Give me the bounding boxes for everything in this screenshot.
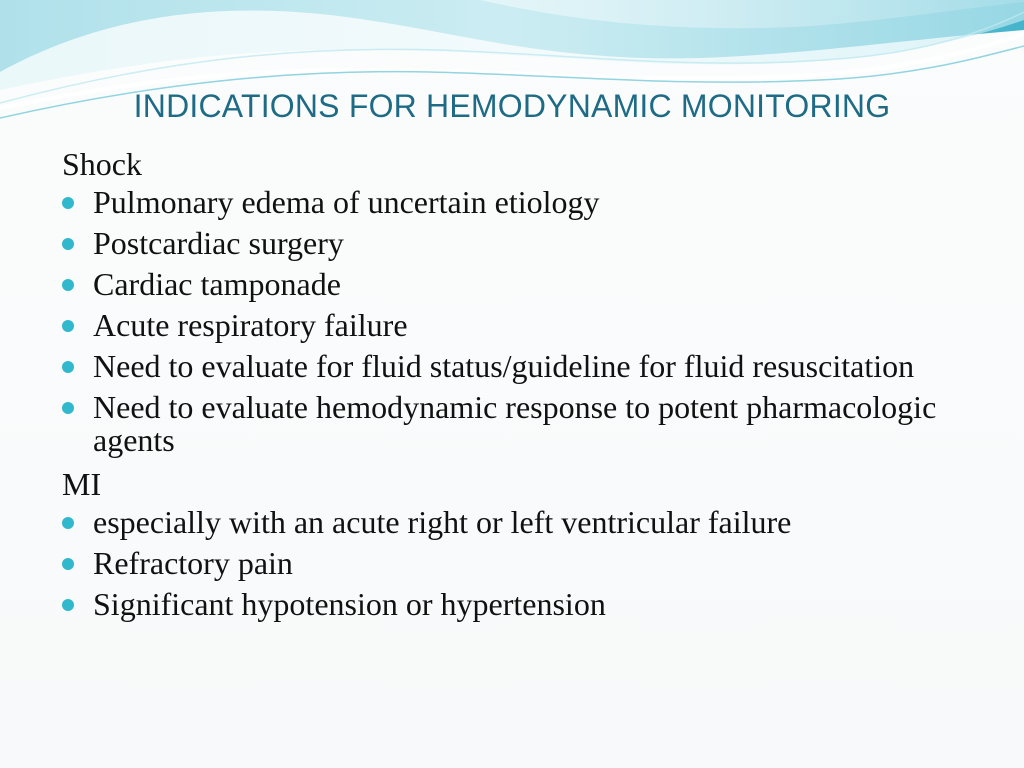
bullet-icon xyxy=(62,197,74,209)
list-item xyxy=(62,588,962,621)
list-item xyxy=(62,186,962,219)
bullet-icon xyxy=(62,361,74,373)
list-item xyxy=(62,547,962,580)
list-item xyxy=(62,506,962,539)
bullet-icon xyxy=(62,599,74,611)
shock-bullet-list xyxy=(62,186,962,457)
list-item xyxy=(62,227,962,260)
list-item xyxy=(62,309,962,342)
slide-content xyxy=(62,145,962,629)
bullet-icon xyxy=(62,558,74,570)
bullet-icon xyxy=(62,320,74,332)
list-item-text: Pulmonary edema of uncertain etiology xyxy=(93,184,600,220)
list-item xyxy=(62,350,962,383)
list-item-text: Cardiac tamponade xyxy=(93,266,341,302)
mi-bullet-list xyxy=(62,506,962,621)
list-item-text: Refractory pain xyxy=(93,545,293,581)
page-title: INDICATIONS FOR HEMODYNAMIC MONITORING xyxy=(133,88,891,124)
section-heading-shock: Shock xyxy=(62,146,142,182)
list-item xyxy=(62,268,962,301)
bullet-icon xyxy=(62,402,74,414)
list-item-text: Significant hypotension or hypertension xyxy=(93,586,606,622)
list-item-text: Postcardiac surgery xyxy=(93,225,344,261)
list-item xyxy=(62,391,962,457)
list-item-text: especially with an acute right or left ventricular failure xyxy=(93,504,792,540)
list-item-text: Need to evaluate for fluid status/guideline for fluid resuscitation xyxy=(93,348,915,384)
bullet-icon xyxy=(62,517,74,529)
section-heading-mi: MI xyxy=(62,466,102,502)
list-item-text: Acute respiratory failure xyxy=(93,307,408,343)
list-item-text: Need to evaluate hemodynamic response to potent pharmacologic agents xyxy=(93,389,937,458)
bullet-icon xyxy=(62,238,74,250)
bullet-icon xyxy=(62,279,74,291)
